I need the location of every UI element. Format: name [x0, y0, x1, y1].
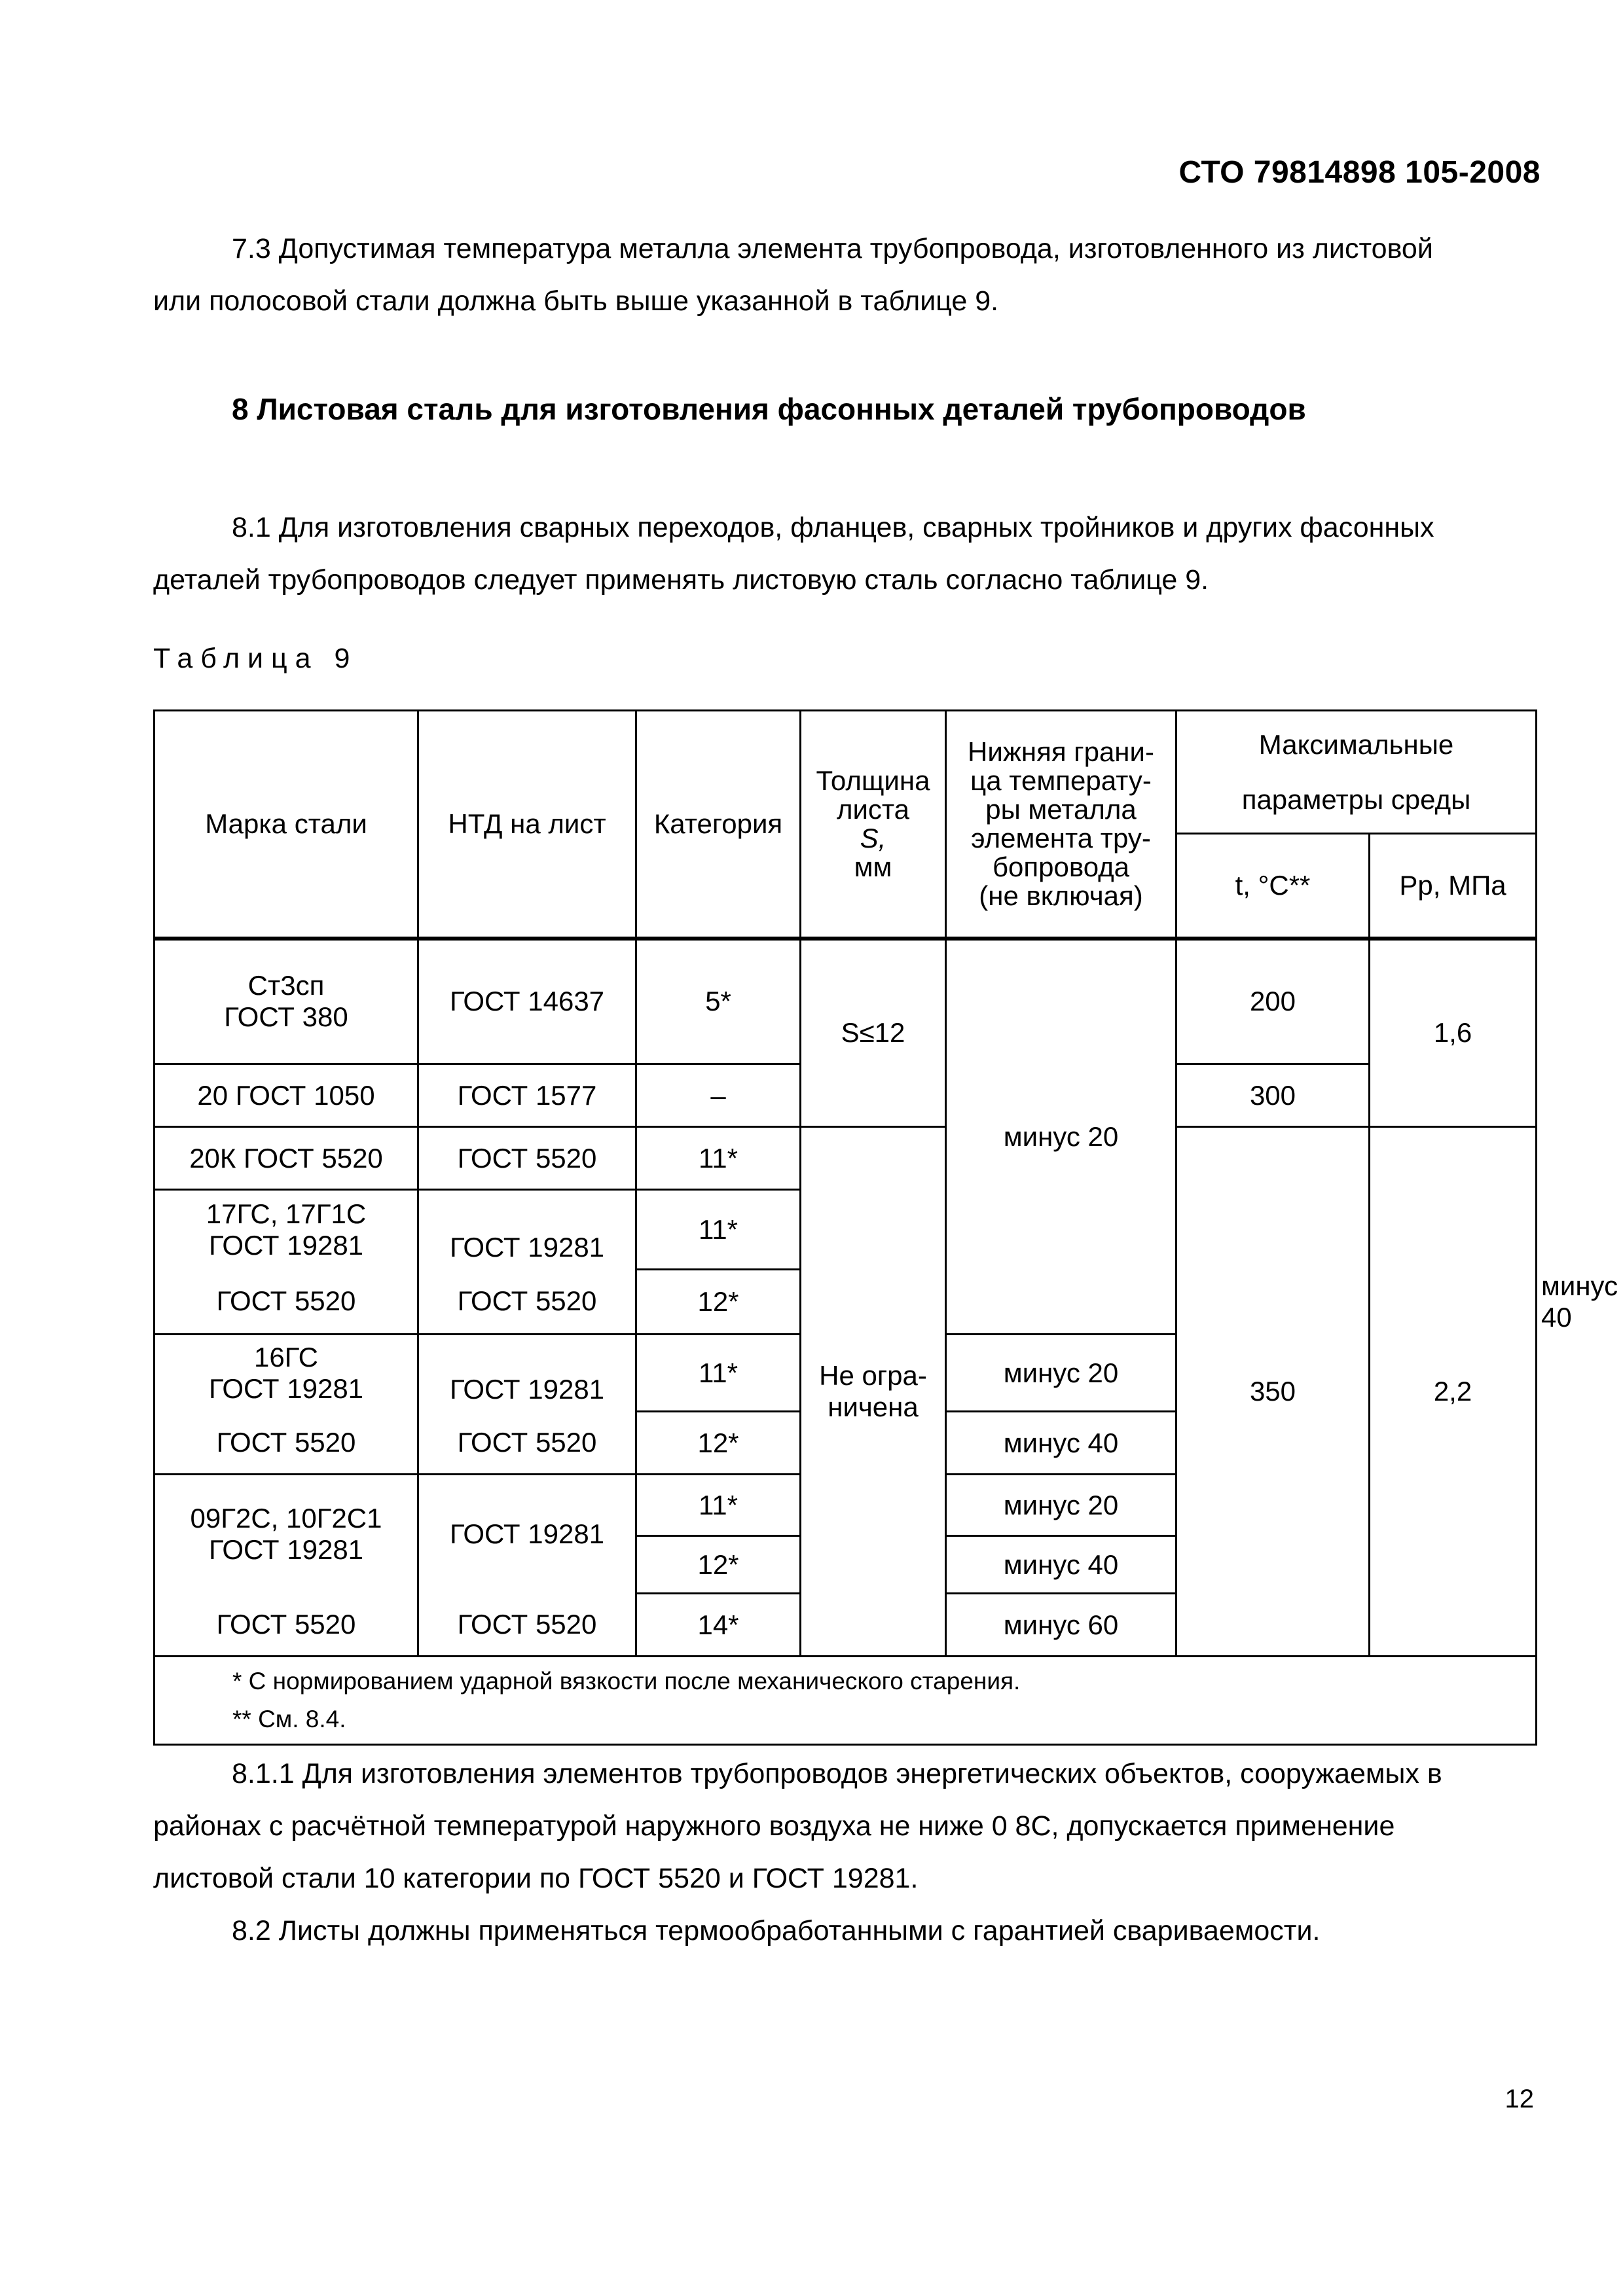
- cell-temperature: 350: [1176, 1127, 1370, 1657]
- cell-grade: 20 ГОСТ 1050: [155, 1064, 418, 1127]
- cell-ntd: ГОСТ 19281: [418, 1475, 636, 1594]
- header-category: Категория: [636, 711, 801, 939]
- footnote: * С нормированием ударной вязкости после механического старения.: [232, 1668, 1021, 1695]
- table-footnotes: [155, 1657, 1537, 1745]
- cell-grade: [155, 1475, 418, 1594]
- footnote: ** См. 8.4.: [232, 1706, 346, 1732]
- page-number: 12: [1504, 2085, 1534, 2113]
- steel-table: [153, 709, 1618, 1746]
- header-line: элемента тру-: [971, 822, 1151, 853]
- cell-lower-limit: минус 20: [946, 1335, 1176, 1412]
- cell-line: ГОСТ 380: [224, 1001, 348, 1033]
- cell-ntd: ГОСТ 5520: [418, 1412, 636, 1475]
- cell-line: ГОСТ 19281: [208, 1230, 364, 1261]
- cell-pressure: 1,6: [1370, 939, 1537, 1127]
- cell-lower-limit: минус 40: [946, 1412, 1176, 1475]
- paragraph-7-3: [153, 223, 1540, 327]
- header-line: Максимальные: [1258, 728, 1454, 760]
- cell-grade: [155, 939, 418, 1064]
- paragraph-8-1-1: [153, 1748, 1540, 1905]
- header-line: Нижняя грани-: [968, 736, 1154, 767]
- cell-line: 09Г2С, 10Г2С1: [190, 1503, 382, 1534]
- cell-lower-limit: минус 60: [946, 1594, 1176, 1657]
- header-lower-limit: [946, 711, 1176, 939]
- paragraph-8-1: [153, 501, 1540, 606]
- cell-category: 5*: [636, 939, 801, 1064]
- header-line: бопровода: [992, 851, 1129, 882]
- table-row: ГОСТ 5520 ГОСТ 5520 12* минус 40: [155, 1270, 1537, 1335]
- cell-thickness: [801, 1127, 946, 1657]
- section-heading: 8 Листовая сталь для изготовления фасонных деталей трубопроводов: [232, 392, 1306, 426]
- header-line: S,: [860, 822, 886, 853]
- cell-grade: ГОСТ 5520: [155, 1412, 418, 1475]
- cell-thickness: S≤12: [801, 939, 946, 1127]
- cell-category: 11*: [636, 1190, 801, 1270]
- header-temperature: t, °С**: [1176, 834, 1370, 939]
- header-grade: Марка стали: [155, 711, 418, 939]
- paragraph-line: листовой стали 10 категории по ГОСТ 5520 и ГОСТ 19281.: [153, 1863, 919, 1894]
- paragraph-line: районах с расчётной температурой наружного воздуха не ниже 0 8С, допускается применение: [153, 1810, 1395, 1842]
- paragraph-line: или полосовой стали должна быть выше указанной в таблице 9.: [153, 285, 999, 317]
- cell-pressure: 2,2: [1370, 1127, 1537, 1657]
- cell-grade: ГОСТ 5520: [155, 1270, 418, 1335]
- cell-category: 12*: [636, 1536, 801, 1594]
- document-code: СТО 79814898 105-2008: [1178, 155, 1541, 190]
- cell-line: ничена: [828, 1391, 919, 1422]
- header-ntd: НТД на лист: [418, 711, 636, 939]
- header-line: мм: [854, 851, 892, 882]
- paragraph-8-2: [153, 1905, 1540, 1957]
- cell-category: 12*: [636, 1270, 801, 1335]
- cell-ntd: ГОСТ 5520: [418, 1594, 636, 1657]
- cell-grade: [155, 1335, 418, 1412]
- header-line: Толщина: [816, 764, 930, 796]
- cell-category: 12*: [636, 1412, 801, 1475]
- cell-ntd: ГОСТ 19281: [418, 1335, 636, 1412]
- cell-temperature: 200: [1176, 939, 1370, 1064]
- paragraph-line: 8.2 Листы должны применяться термообработанными с гарантией свариваемости.: [232, 1915, 1321, 1946]
- cell-category: 11*: [636, 1475, 801, 1536]
- table-row: [155, 1127, 1537, 1190]
- header-line: листа: [836, 793, 910, 825]
- cell-ntd: ГОСТ 1577: [418, 1064, 636, 1127]
- header-line: ры металла: [985, 793, 1137, 825]
- header-line: ца температу-: [970, 764, 1152, 796]
- header-pressure: Рр, МПа: [1370, 834, 1537, 939]
- table-row: [155, 939, 1537, 1064]
- cell-ntd: ГОСТ 14637: [418, 939, 636, 1064]
- cell-ntd: ГОСТ 5520: [418, 1270, 636, 1335]
- cell-lower-limit: минус 40: [946, 1536, 1176, 1594]
- table-caption: Таблица 9: [153, 643, 358, 674]
- paragraph-line: 8.1.1 Для изготовления элементов трубопроводов энергетических объектов, сооружаемых в: [232, 1758, 1442, 1789]
- cell-line: Ст3сп: [247, 970, 325, 1001]
- cell-grade: ГОСТ 5520: [155, 1594, 418, 1657]
- header-line: параметры среды: [1241, 783, 1471, 815]
- cell-grade: 20К ГОСТ 5520: [155, 1127, 418, 1190]
- cell-lower-limit: минус 20: [946, 939, 1176, 1335]
- cell-category: 14*: [636, 1594, 801, 1657]
- cell-category: –: [636, 1064, 801, 1127]
- header-line: (не включая): [979, 880, 1143, 911]
- cell-line: ГОСТ 19281: [208, 1373, 364, 1405]
- cell-grade: [155, 1190, 418, 1270]
- paragraph-line: деталей трубопроводов следует применять листовую сталь согласно таблице 9.: [153, 564, 1209, 596]
- cell-line: 17ГС, 17Г1С: [206, 1198, 367, 1230]
- cell-ntd: ГОСТ 19281: [418, 1190, 636, 1270]
- paragraph-line: 8.1 Для изготовления сварных переходов, фланцев, сварных тройников и других фасонных: [232, 512, 1434, 543]
- cell-lower-limit: минус 20: [946, 1475, 1176, 1536]
- header-thickness: [801, 711, 946, 939]
- cell-line: Не огра-: [819, 1360, 927, 1391]
- cell-ntd: ГОСТ 5520: [418, 1127, 636, 1190]
- header-max-params: [1176, 711, 1537, 834]
- cell-temperature: 300: [1176, 1064, 1370, 1127]
- cell-line: 16ГС: [254, 1342, 318, 1373]
- cell-category: 11*: [636, 1127, 801, 1190]
- cell-category: 11*: [636, 1335, 801, 1412]
- cell-line: ГОСТ 19281: [208, 1534, 364, 1566]
- paragraph-line: 7.3 Допустимая температура металла элемента трубопровода, изготовленного из листовой: [232, 233, 1433, 264]
